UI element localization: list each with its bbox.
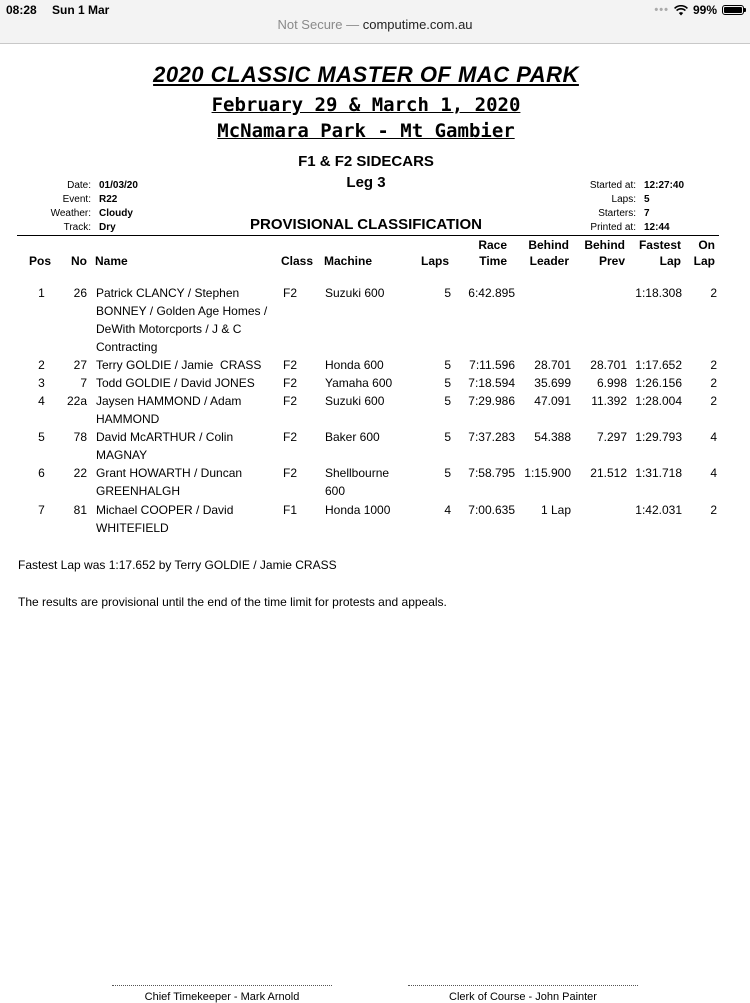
- cell-machine: Shellbourne: [325, 466, 390, 480]
- cell-fastest-lap: 1:31.718: [635, 466, 682, 480]
- cell-no: 81: [73, 503, 87, 517]
- multitasking-dots-icon[interactable]: •••: [654, 4, 669, 16]
- clock: 08:28: [6, 3, 37, 17]
- cell-fastest-lap: 1:17.652: [635, 358, 682, 372]
- col-no: No: [71, 254, 87, 268]
- meta-started-at: Started at: 12:27:40: [589, 180, 685, 191]
- cell-laps: 5: [444, 394, 451, 408]
- cell-on-lap: 2: [710, 376, 717, 390]
- cell-no: 26: [73, 286, 87, 300]
- cell-no: 22a: [66, 394, 87, 408]
- cell-name: WHITEFIELD: [96, 521, 169, 535]
- cell-behind-prev: 7.297: [596, 430, 627, 444]
- cell-on-lap: 2: [710, 394, 717, 408]
- cell-pos: 3: [38, 376, 45, 390]
- col-behind-prev: Behind Prev: [584, 238, 625, 268]
- col-behind-leader: Behind Leader: [528, 238, 569, 268]
- cell-machine: Baker 600: [325, 430, 380, 444]
- meta-event: Event: R22: [62, 194, 118, 205]
- cell-laps: 5: [444, 466, 451, 480]
- chief-timekeeper-signature: Chief Timekeeper - Mark Arnold: [144, 991, 300, 1003]
- signature-line-left: [112, 985, 332, 986]
- cell-pos: 1: [38, 286, 45, 300]
- cell-fastest-lap: 1:26.156: [635, 376, 682, 390]
- cell-no: 22: [73, 466, 87, 480]
- cell-behind-prev: 21.512: [590, 466, 627, 480]
- cell-class: F2: [283, 394, 298, 408]
- cell-fastest-lap: 1:42.031: [635, 503, 682, 517]
- cell-class: F1: [283, 503, 298, 517]
- cell-machine: Honda 1000: [325, 503, 391, 517]
- meta-date: Date: 01/03/20: [67, 180, 138, 191]
- cell-name: Jaysen HAMMOND / Adam: [96, 394, 242, 408]
- cell-behind-prev: 6.998: [596, 376, 627, 390]
- cell-behind-prev: 11.392: [591, 394, 627, 408]
- battery-icon: [722, 5, 744, 15]
- cell-name: David McARTHUR / Colin: [96, 430, 234, 444]
- col-race-time: Race Time: [478, 238, 507, 268]
- clerk-of-course-signature: Clerk of Course - John Painter: [449, 991, 597, 1003]
- table-header-rule: [17, 235, 719, 236]
- classification-title: PROVISIONAL CLASSIFICATION: [250, 216, 482, 233]
- cell-race-time: 7:58.795: [468, 466, 515, 480]
- cell-class: F2: [283, 430, 298, 444]
- race-info-left: [30, 179, 138, 235]
- cell-on-lap: 2: [710, 503, 717, 517]
- col-fastest-lap: Fastest Lap: [638, 238, 681, 268]
- race-class: F1 & F2 SIDECARS: [298, 153, 434, 170]
- meta-starters: Starters: 7: [598, 208, 650, 219]
- cell-name: HAMMOND: [96, 412, 160, 426]
- cell-behind-leader: 1:15.900: [524, 466, 571, 480]
- cell-behind-leader: 47.091: [534, 394, 571, 408]
- cell-class: F2: [283, 286, 298, 300]
- cell-name: Todd GOLDIE / David JONES: [96, 376, 255, 390]
- toolbar-divider: [0, 43, 750, 44]
- cell-name: Contracting: [96, 340, 158, 354]
- col-machine: Machine: [324, 254, 373, 268]
- meta-track: Track: Dry: [63, 222, 116, 233]
- cell-behind-leader: 54.388: [534, 430, 571, 444]
- race-leg: Leg 3: [346, 174, 386, 191]
- cell-behind-leader: 35.699: [534, 376, 571, 390]
- cell-no: 7: [80, 376, 87, 390]
- col-laps: Laps: [420, 254, 449, 268]
- cell-name: BONNEY / Golden Age Homes /: [96, 304, 268, 318]
- cell-on-lap: 2: [710, 286, 717, 300]
- cell-race-time: 7:11.596: [469, 358, 515, 372]
- url-domain: computime.com.au: [362, 17, 473, 32]
- cell-no: 78: [73, 430, 87, 444]
- signature-line-right: [408, 985, 638, 986]
- cell-name: Michael COOPER / David: [96, 503, 234, 517]
- cell-race-time: 7:29.986: [468, 394, 515, 408]
- cell-laps: 5: [444, 430, 451, 444]
- battery-percent: 99%: [692, 3, 717, 17]
- col-on-lap: On Lap: [693, 238, 715, 268]
- wifi-icon: [674, 5, 688, 16]
- meta-laps: Laps: 5: [611, 194, 650, 205]
- cell-machine: Honda 600: [325, 358, 384, 372]
- cell-laps: 4: [444, 503, 451, 517]
- col-pos: Pos: [29, 254, 52, 268]
- fastest-lap-note: Fastest Lap was 1:17.652 by Terry GOLDIE / Jamie CRASS: [18, 558, 337, 572]
- cell-laps: 5: [444, 286, 451, 300]
- cell-race-time: 7:37.283: [468, 430, 515, 444]
- cell-machine: Suzuki 600: [325, 286, 385, 300]
- cell-name: Patrick CLANCY / Stephen: [96, 286, 240, 300]
- cell-fastest-lap: 1:18.308: [635, 286, 682, 300]
- cell-laps: 5: [444, 358, 451, 372]
- cell-machine: Yamaha 600: [325, 376, 393, 390]
- cell-machine: Suzuki 600: [325, 394, 385, 408]
- col-name: Name: [95, 254, 128, 268]
- event-title: 2020 CLASSIC MASTER OF MAC PARK: [153, 62, 579, 87]
- cell-laps: 5: [444, 376, 451, 390]
- date: Sun 1 Mar: [52, 3, 110, 17]
- cell-behind-leader: 1 Lap: [540, 503, 571, 517]
- cell-behind-prev: 28.701: [590, 358, 627, 372]
- col-class: Class: [281, 254, 314, 268]
- cell-on-lap: 4: [710, 466, 717, 480]
- event-venue: McNamara Park - Mt Gambier: [217, 120, 515, 142]
- cell-behind-leader: 28.701: [534, 358, 571, 372]
- cell-name: Terry GOLDIE / Jamie CRASS: [96, 358, 262, 372]
- cell-machine: 600: [325, 484, 346, 498]
- cell-name: DeWith Motorcports / J & C: [96, 322, 242, 336]
- race-info-right: [560, 179, 684, 235]
- cell-class: F2: [283, 358, 298, 372]
- cell-pos: 4: [38, 394, 45, 408]
- cell-race-time: 7:00.635: [468, 503, 515, 517]
- cell-no: 27: [73, 358, 87, 372]
- security-warning: Not Secure —: [277, 17, 363, 32]
- status-bar: [0, 0, 750, 44]
- provisional-disclaimer: The results are provisional until the end of the time limit for protests and appeals.: [18, 595, 447, 609]
- cell-fastest-lap: 1:29.793: [635, 430, 682, 444]
- cell-race-time: 6:42.895: [468, 286, 515, 300]
- cell-pos: 6: [38, 466, 45, 480]
- cell-name: Grant HOWARTH / Duncan: [96, 466, 243, 480]
- status-indicators: [654, 3, 744, 17]
- meta-weather: Weather: Cloudy: [50, 208, 133, 219]
- cell-race-time: 7:18.594: [468, 376, 515, 390]
- cell-fastest-lap: 1:28.004: [635, 394, 682, 408]
- event-dates: February 29 & March 1, 2020: [211, 94, 521, 116]
- cell-name: MAGNAY: [96, 448, 148, 462]
- cell-on-lap: 4: [710, 430, 717, 444]
- cell-pos: 7: [38, 503, 45, 517]
- battery-level: [724, 7, 742, 13]
- address-bar[interactable]: [0, 17, 750, 32]
- cell-pos: 5: [38, 430, 45, 444]
- cell-name: GREENHALGH: [96, 484, 181, 498]
- meta-printed-at: Printed at: 12:44: [590, 222, 670, 233]
- cell-class: F2: [283, 466, 298, 480]
- cell-on-lap: 2: [710, 358, 717, 372]
- cell-pos: 2: [38, 358, 45, 372]
- cell-class: F2: [283, 376, 298, 390]
